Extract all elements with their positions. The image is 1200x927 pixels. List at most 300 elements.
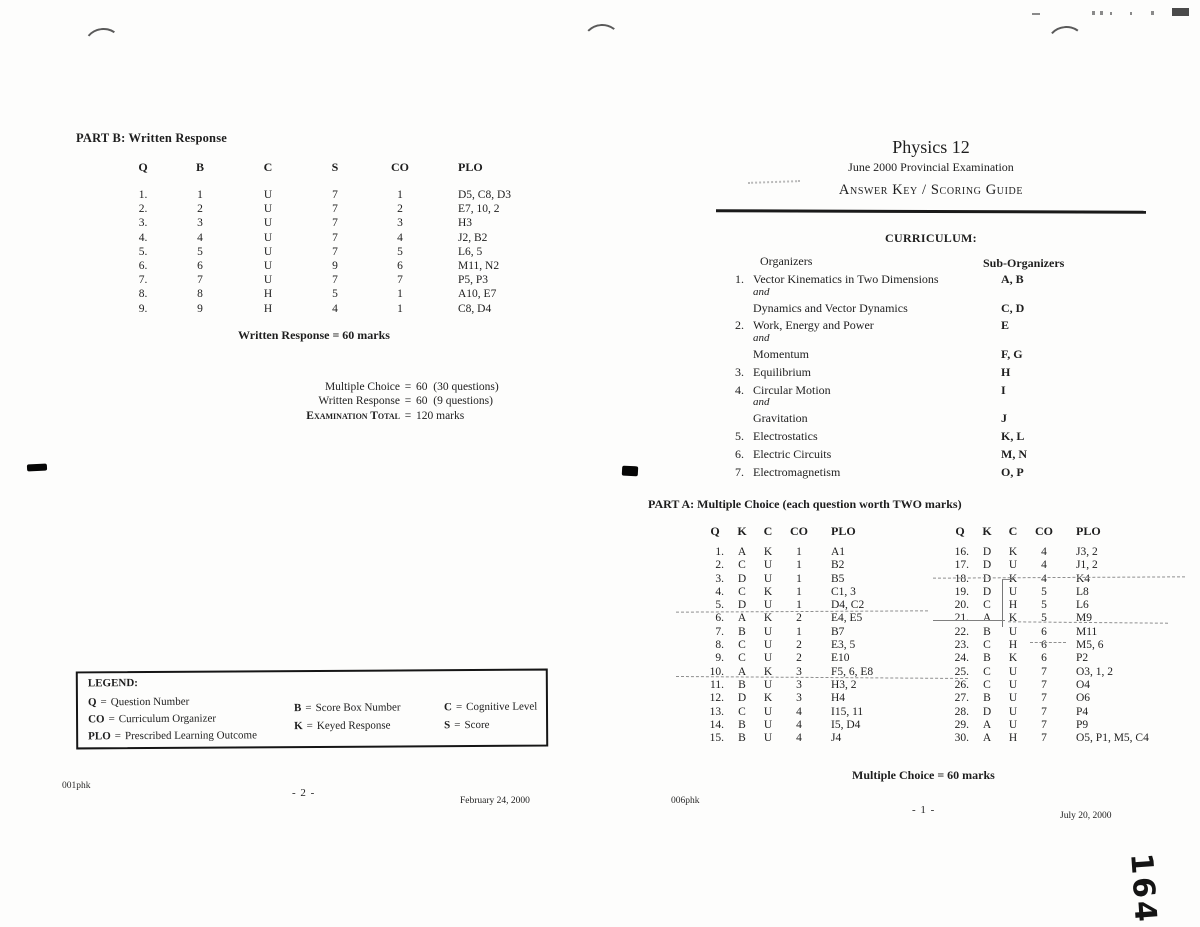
mc-cell-co: 1 <box>796 599 802 612</box>
mc-cell-plo: P4 <box>1076 705 1089 718</box>
curriculum-organizer: Work, Energy and Power <box>753 318 874 333</box>
wr-cell-plo: L6, 5 <box>458 245 483 258</box>
wr-cell-plo: C8, D4 <box>458 302 492 315</box>
wr-cell-c: H <box>263 302 273 315</box>
mc-cell-c: U <box>1008 585 1018 598</box>
wr-cell-plo: M11, N2 <box>458 260 500 273</box>
wr-cell-plo: D5, C8, D3 <box>458 189 512 201</box>
mc-cell-q: 21. <box>954 612 969 625</box>
curriculum-number: 6. <box>735 446 744 461</box>
mc-cell-k: D <box>982 559 992 572</box>
mc-cell-plo: I5, D4 <box>831 718 861 731</box>
mc-table-row <box>700 679 952 692</box>
mc-cell-c: U <box>1008 692 1018 705</box>
mc-cell-co: 7 <box>1041 718 1047 731</box>
curriculum-number: 4. <box>735 382 744 397</box>
mc-cell-co: 1 <box>796 559 802 572</box>
legend-equals: = <box>454 718 461 731</box>
curriculum-sub-organizer: M, N <box>1001 446 1027 461</box>
mc-cell-q: 27. <box>954 692 969 705</box>
mc-table-row <box>945 732 1197 745</box>
mc-cell-plo: O3, 1, 2 <box>1076 665 1114 678</box>
multiple-choice-total: Multiple Choice = 60 marks <box>852 768 995 782</box>
legend-key: B <box>293 702 302 715</box>
mc-cell-c: H <box>1008 599 1018 612</box>
wr-cell-q: 1. <box>138 189 148 201</box>
scan-artifact <box>1092 11 1095 15</box>
legend-item <box>88 727 257 745</box>
mc-cell-co: 3 <box>796 678 802 691</box>
curriculum-row <box>735 430 1165 443</box>
wr-cell-co: 1 <box>397 189 403 201</box>
mc-cell-c: U <box>763 625 773 638</box>
curriculum-list <box>735 273 1165 478</box>
wr-cell-co: 6 <box>397 260 403 273</box>
mc-cell-co: 2 <box>796 652 802 665</box>
mc-cell-c: K <box>763 665 773 678</box>
wr-cell-s: 7 <box>332 245 338 258</box>
mc-cell-c: U <box>763 572 773 585</box>
left-footer-doc-code: 001phk <box>62 781 91 791</box>
mc-cell-k: C <box>983 678 991 691</box>
mc-cell-c: U <box>763 718 773 731</box>
mc-cell-c: K <box>1008 546 1018 558</box>
wr-cell-b: 3 <box>197 217 203 230</box>
mc-table-row <box>700 732 952 745</box>
mc-cell-k: D <box>982 572 992 585</box>
summary-equals: = <box>404 381 412 393</box>
part-b-title: PART B: Written Response <box>76 131 228 145</box>
legend-key: PLO <box>88 730 111 743</box>
mc-cell-k: C <box>738 705 746 718</box>
curriculum-organizer: Dynamics and Vector Dynamics <box>753 300 908 315</box>
mc-table-row <box>945 706 1197 719</box>
legend-item <box>444 699 537 717</box>
wr-header-q: Q <box>138 160 148 174</box>
summary-label: Multiple Choice <box>324 381 400 393</box>
mc-cell-q: 22. <box>954 625 969 638</box>
mc-cell-k: D <box>737 572 747 585</box>
scan-artifact <box>1110 12 1112 15</box>
mc-cell-plo: M11 <box>1076 625 1098 638</box>
mc-cell-c: U <box>1008 678 1018 691</box>
scan-artifact <box>27 463 47 471</box>
pencil-mark <box>1030 642 1066 643</box>
summary-row <box>215 409 586 423</box>
mc-cell-co: 4 <box>1041 572 1047 585</box>
curriculum-number <box>735 332 749 345</box>
mc-cell-plo: J1, 2 <box>1076 559 1098 572</box>
mc-cell-plo: E4, E5 <box>831 612 863 625</box>
curriculum-row <box>735 332 1165 345</box>
scan-artifact <box>1130 12 1132 15</box>
wr-cell-q: 2. <box>138 203 148 216</box>
mc-cell-plo: A1 <box>831 546 846 558</box>
wr-cell-c: U <box>263 274 273 287</box>
wr-header-c: C <box>263 160 273 174</box>
mc-cell-co: 1 <box>796 625 802 638</box>
mc-table-row <box>700 626 952 639</box>
curriculum-number <box>735 348 749 361</box>
mc-cell-q: 13. <box>709 705 724 718</box>
curriculum-row <box>735 319 1165 332</box>
curriculum-organizer: Equilibrium <box>753 364 811 379</box>
wr-cell-q: 3. <box>138 217 148 230</box>
legend-equals: = <box>108 713 115 726</box>
wr-cell-b: 6 <box>197 260 203 273</box>
mc-table-row <box>945 546 1197 559</box>
mc-cell-k: D <box>737 599 747 612</box>
wr-cell-plo: J2, B2 <box>458 231 488 244</box>
mc-cell-q: 24. <box>954 652 969 665</box>
mc-cell-q: 16. <box>954 546 969 558</box>
curriculum-row <box>735 412 1165 425</box>
wr-table-row <box>118 202 598 216</box>
mc-cell-c: U <box>1008 625 1018 638</box>
legend-key: C <box>443 701 452 714</box>
legend-value: Keyed Response <box>316 719 391 732</box>
wr-table-row <box>118 216 598 230</box>
wr-table-row <box>118 231 598 245</box>
legend-title: LEGEND: <box>87 677 138 690</box>
mc-cell-q: 23. <box>954 639 969 652</box>
mc-cell-k: A <box>982 732 992 745</box>
mc-cell-plo: K4 <box>1076 572 1091 585</box>
mc-cell-q: 25. <box>954 665 969 678</box>
organizers-column-label: Organizers <box>760 254 813 268</box>
legend-value: Score Box Number <box>315 701 401 714</box>
mc-cell-c: U <box>1008 559 1018 572</box>
mc-cell-plo: E10 <box>831 652 850 665</box>
curriculum-sub-organizer: K, L <box>1001 428 1025 443</box>
pencil-mark <box>933 620 1005 621</box>
mc-cell-plo: M5, 6 <box>1076 639 1104 652</box>
wr-cell-q: 8. <box>138 288 148 301</box>
right-footer-page-number: - 1 - <box>912 804 936 816</box>
curriculum-title: CURRICULUM: <box>885 231 977 245</box>
mc-cell-q: 4. <box>715 585 724 598</box>
legend-equals: = <box>455 701 463 714</box>
mc-cell-co: 6 <box>1041 639 1047 652</box>
mc-cell-c: K <box>1008 572 1018 585</box>
mc-cell-c: H <box>1008 639 1018 652</box>
mc-cell-q: 26. <box>954 678 969 691</box>
legend-item <box>294 717 401 735</box>
mc-cell-k: B <box>983 625 991 638</box>
curriculum-row <box>735 273 1165 286</box>
mc-table-row <box>945 719 1197 732</box>
curriculum-number: 5. <box>735 428 744 443</box>
curriculum-sub-organizer: H <box>1001 364 1011 379</box>
summary-value: 60 (30 questions) <box>416 381 499 393</box>
mc-table-row <box>700 586 952 599</box>
mc-cell-k: C <box>983 665 991 678</box>
mc-header-co: CO <box>790 524 808 538</box>
legend-key: CO <box>88 713 105 726</box>
exam-summary <box>215 380 586 423</box>
multiple-choice-table-left <box>700 524 952 745</box>
mc-cell-q: 28. <box>954 705 969 718</box>
curriculum-organizer: Circular Motion <box>753 382 831 397</box>
mc-cell-c: U <box>1008 718 1018 731</box>
mc-cell-co: 7 <box>1041 692 1047 705</box>
curriculum-organizer: Vector Kinematics in Two Dimensions <box>753 272 939 286</box>
mc-table-row <box>945 559 1197 572</box>
scan-artifact <box>1172 8 1189 16</box>
curriculum-sub-organizer <box>993 286 1103 299</box>
curriculum-organizer: Momentum <box>753 346 809 361</box>
mc-table-header <box>700 524 952 539</box>
mc-cell-k: A <box>737 665 747 678</box>
wr-header-plo: PLO <box>458 160 483 174</box>
punch-hole-arc <box>1045 24 1086 62</box>
curriculum-number: 3. <box>735 364 744 379</box>
mc-cell-plo: B7 <box>831 625 845 638</box>
wr-header-co: CO <box>391 160 409 174</box>
wr-cell-b: 8 <box>197 288 203 301</box>
scan-artifact <box>1151 11 1154 15</box>
wr-cell-c: U <box>263 231 273 244</box>
multiple-choice-table-right <box>945 524 1197 745</box>
mc-cell-co: 2 <box>796 612 802 625</box>
mc-cell-q: 6. <box>715 612 724 625</box>
mc-cell-co: 4 <box>1041 546 1047 558</box>
mc-cell-k: C <box>983 599 991 612</box>
summary-row <box>215 394 586 408</box>
summary-value: 120 marks <box>416 409 465 422</box>
wr-cell-b: 2 <box>197 203 203 216</box>
mc-cell-k: A <box>982 718 992 731</box>
wr-cell-c: H <box>263 288 273 301</box>
mc-table-row <box>700 639 952 652</box>
mc-cell-co: 1 <box>796 572 802 585</box>
wr-cell-co: 4 <box>397 231 403 244</box>
curriculum-row <box>735 286 1165 299</box>
wr-cell-q: 4. <box>138 231 148 244</box>
wr-cell-q: 7. <box>138 274 148 287</box>
mc-cell-q: 14. <box>709 718 724 731</box>
mc-cell-k: B <box>738 678 746 691</box>
wr-cell-co: 5 <box>397 245 403 258</box>
left-footer-date: February 24, 2000 <box>460 796 530 806</box>
wr-cell-s: 9 <box>332 260 338 273</box>
wr-cell-s: 7 <box>332 274 338 287</box>
mc-cell-c: K <box>763 546 773 558</box>
punch-hole-arc <box>582 23 622 60</box>
wr-cell-plo: A10, E7 <box>458 288 497 301</box>
mc-cell-k: B <box>983 692 991 705</box>
wr-cell-co: 3 <box>397 217 403 230</box>
mc-cell-plo: P2 <box>1076 652 1089 665</box>
mc-cell-co: 7 <box>1041 665 1047 678</box>
curriculum-number <box>735 396 749 409</box>
mc-cell-plo: B2 <box>831 559 845 572</box>
wr-cell-co: 7 <box>397 274 403 287</box>
curriculum-row <box>735 396 1165 409</box>
mc-cell-q: 2. <box>715 559 724 572</box>
mc-cell-co: 4 <box>796 718 802 731</box>
mc-cell-c: U <box>763 678 773 691</box>
mc-cell-plo: L6 <box>1076 599 1089 612</box>
mc-cell-co: 1 <box>796 585 802 598</box>
mc-cell-plo: O5, P1, M5, C4 <box>1076 732 1149 745</box>
curriculum-organizer: Electric Circuits <box>753 446 832 461</box>
part-a-title: PART A: Multiple Choice (each question worth TWO marks) <box>648 497 962 511</box>
right-footer-doc-code: 006phk <box>671 796 700 806</box>
wr-cell-b: 5 <box>197 245 203 258</box>
summary-label: Written Response <box>318 395 400 408</box>
legend-item <box>444 716 537 734</box>
summary-value: 60 (9 questions) <box>416 395 493 408</box>
mc-cell-co: 4 <box>1041 559 1047 572</box>
legend-value: Cognitive Level <box>466 700 538 714</box>
mc-header-plo: PLO <box>831 524 856 538</box>
legend-value: Prescribed Learning Outcome <box>124 729 257 743</box>
mc-cell-c: U <box>763 599 773 612</box>
curriculum-sub-organizer: I <box>1001 382 1006 397</box>
legend-value: Question Number <box>110 695 190 709</box>
mc-cell-co: 4 <box>796 732 802 745</box>
mc-table-row <box>945 666 1197 679</box>
curriculum-organizer: and <box>753 332 770 345</box>
mc-cell-c: H <box>1008 732 1018 745</box>
scan-artifact <box>1032 13 1040 15</box>
curriculum-organizer: Electromagnetism <box>753 464 841 479</box>
mc-cell-c: U <box>763 732 773 745</box>
mc-cell-plo: E3, 5 <box>831 639 856 652</box>
mc-cell-c: U <box>763 705 773 718</box>
mc-cell-plo: O4 <box>1076 678 1091 691</box>
legend-box <box>76 669 548 750</box>
mc-cell-q: 8. <box>715 639 724 652</box>
legend-equals: = <box>100 696 107 709</box>
mc-header-q: Q <box>955 524 965 538</box>
mc-cell-q: 30. <box>954 732 969 745</box>
mc-cell-co: 5 <box>1041 585 1047 598</box>
legend-value: Curriculum Organizer <box>118 712 217 726</box>
mc-cell-q: 29. <box>954 718 969 731</box>
wr-table-row <box>118 245 598 259</box>
mc-cell-k: A <box>982 612 992 625</box>
mc-cell-plo: F5, 6, E8 <box>831 665 874 678</box>
mc-cell-k: C <box>738 639 746 652</box>
mc-cell-c: U <box>763 639 773 652</box>
wr-cell-plo: H3 <box>458 217 473 230</box>
mc-cell-c: K <box>763 692 773 705</box>
curriculum-sub-organizer <box>993 332 1103 345</box>
legend-equals: = <box>306 719 313 732</box>
mc-header-plo: PLO <box>1076 524 1101 538</box>
mc-cell-plo: O6 <box>1076 692 1091 705</box>
wr-cell-co: 2 <box>397 203 403 216</box>
wr-cell-c: U <box>263 203 273 216</box>
curriculum-number <box>735 412 749 425</box>
mc-cell-k: B <box>738 732 746 745</box>
mc-cell-co: 3 <box>796 665 802 678</box>
exam-subtitle: June 2000 Provincial Examination <box>848 160 1014 174</box>
wr-cell-b: 9 <box>197 302 203 315</box>
wr-cell-c: U <box>263 217 273 230</box>
mc-cell-q: 15. <box>709 732 724 745</box>
mc-cell-c: K <box>1008 612 1018 625</box>
mc-cell-plo: C1, 3 <box>831 585 856 598</box>
mc-header-c: C <box>763 524 773 538</box>
mc-cell-c: U <box>1008 665 1018 678</box>
curriculum-row <box>735 384 1165 397</box>
wr-cell-q: 9. <box>138 302 148 315</box>
mc-table-row <box>700 546 952 559</box>
wr-cell-q: 5. <box>138 245 148 258</box>
mc-cell-k: D <box>982 585 992 598</box>
right-footer-date: July 20, 2000 <box>1060 811 1112 821</box>
legend-value: Score <box>464 718 490 731</box>
mc-table-row <box>700 692 952 705</box>
mc-cell-plo: D4, C2 <box>831 599 865 612</box>
mc-table-header <box>945 524 1197 539</box>
mc-header-co: CO <box>1035 524 1053 538</box>
wr-cell-c: U <box>263 245 273 258</box>
curriculum-organizer: Gravitation <box>753 411 808 426</box>
mc-cell-plo: P9 <box>1076 718 1089 731</box>
mc-cell-co: 4 <box>796 705 802 718</box>
mc-cell-plo: I15, 11 <box>831 705 864 718</box>
curriculum-row <box>735 448 1165 461</box>
mc-cell-co: 7 <box>1041 705 1047 718</box>
mc-cell-c: U <box>1008 705 1018 718</box>
mc-table-row <box>945 586 1197 599</box>
mc-table-row <box>700 612 952 625</box>
written-response-table <box>118 160 598 316</box>
scan-artifact <box>622 466 639 477</box>
mc-header-q: Q <box>710 524 720 538</box>
mc-cell-k: B <box>738 718 746 731</box>
mc-table-row <box>700 706 952 719</box>
wr-cell-plo: P5, P3 <box>458 274 489 287</box>
curriculum-number <box>735 302 749 315</box>
mc-cell-q: 19. <box>954 585 969 598</box>
mc-cell-co: 5 <box>1041 599 1047 612</box>
mc-cell-plo: H4 <box>831 692 846 705</box>
mc-cell-plo: L8 <box>1076 585 1089 598</box>
legend-equals: = <box>305 702 312 715</box>
legend-key: K <box>294 719 303 732</box>
written-response-total: Written Response = 60 marks <box>238 328 390 342</box>
legend-item <box>294 699 401 717</box>
mc-cell-q: 12. <box>709 692 724 705</box>
curriculum-sub-organizer <box>993 396 1103 409</box>
legend-column <box>294 699 401 735</box>
mc-cell-co: 7 <box>1041 678 1047 691</box>
legend-key: S <box>444 718 451 731</box>
curriculum-number <box>735 286 749 299</box>
wr-cell-s: 5 <box>332 288 338 301</box>
wr-table-row <box>118 188 598 202</box>
curriculum-sub-organizer: E <box>1001 318 1010 333</box>
wr-table-body <box>118 188 598 316</box>
mc-table-row <box>700 652 952 665</box>
curriculum-row <box>735 466 1165 479</box>
handwritten-page-number: 164 <box>1123 852 1163 926</box>
wr-cell-s: 4 <box>332 302 338 315</box>
wr-cell-b: 4 <box>197 231 203 244</box>
curriculum-organizer: and <box>753 396 770 409</box>
mc-cell-q: 20. <box>954 599 969 612</box>
summary-row <box>215 380 586 394</box>
curriculum-row <box>735 366 1165 379</box>
mc-cell-q: 7. <box>715 625 724 638</box>
mc-table-row <box>945 692 1197 705</box>
mc-cell-co: 6 <box>1041 625 1047 638</box>
